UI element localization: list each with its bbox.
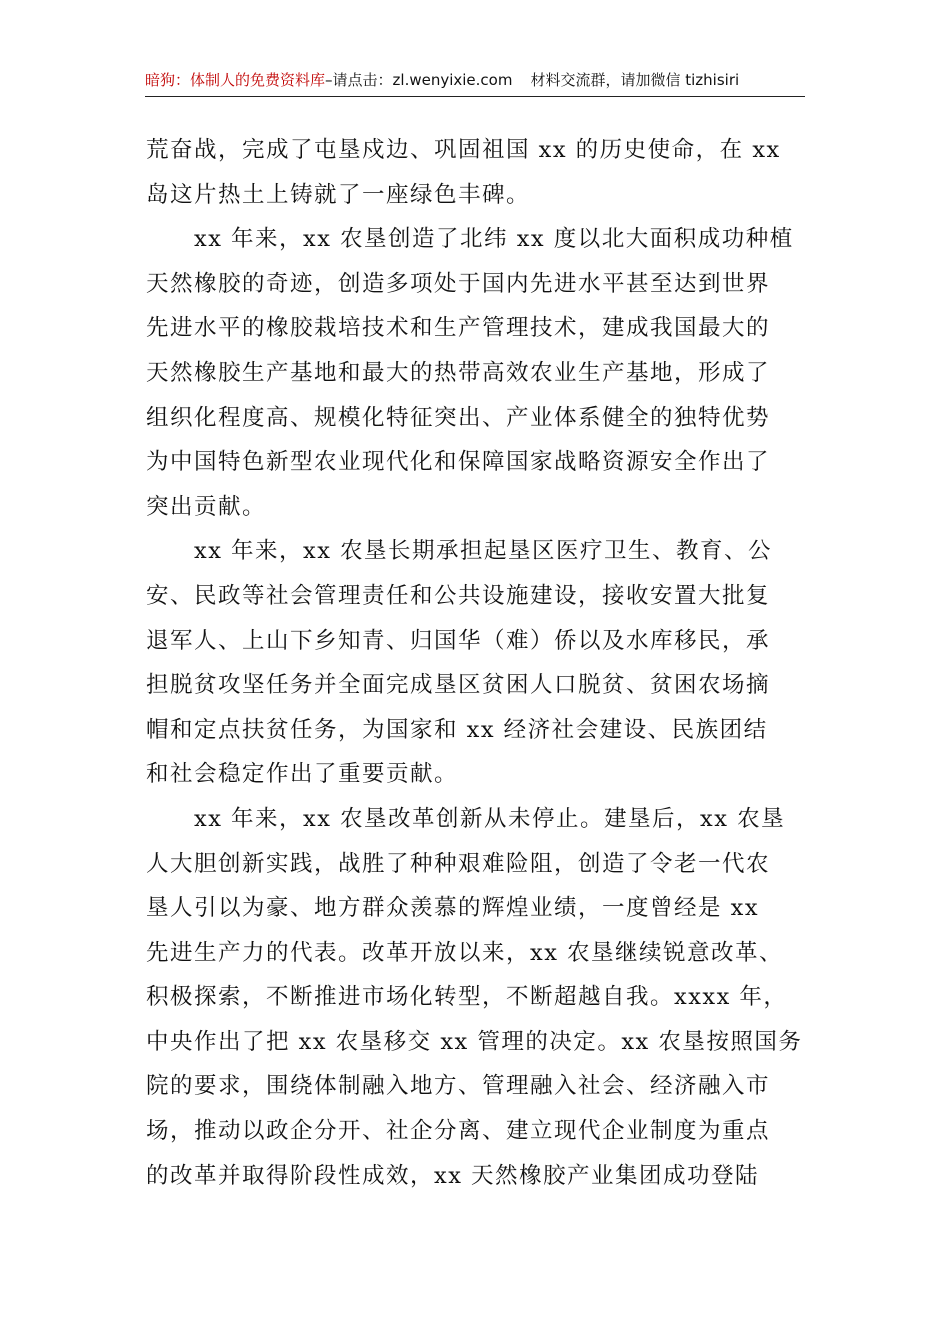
header-click-prefix: –请点击： [325, 71, 393, 89]
text-line: 帽和定点扶贫任务，为国家和 xx 经济社会建设、民族团结 [146, 716, 768, 743]
text-line: 天然橡胶生产基地和最大的热带高效农业生产基地，形成了 [146, 359, 771, 386]
header-group-text: 材料交流群，请加微信 tizhisiri [530, 71, 740, 89]
text-line: 安、民政等社会管理责任和公共设施建设，接收安置大批复 [146, 582, 771, 609]
text-line: 荒奋战，完成了屯垦戍边、巩固祖国 xx 的历史使命，在 xx [146, 137, 781, 163]
text-line: 为中国特色新型农业现代化和保障国家战略资源安全作出了 [146, 449, 771, 476]
text-line: 中央作出了把 xx 农垦移交 xx 管理的决定。xx 农垦按照国务 [146, 1028, 803, 1055]
text-line: xx 年来，xx 农垦长期承担起垦区医疗卫生、教育、公 [194, 538, 773, 565]
text-line: 场，推动以政企分开、社企分离、建立现代企业制度为重点 [146, 1118, 771, 1145]
paragraph-2 [146, 217, 806, 529]
paragraph-1 [146, 128, 806, 217]
text-line: 积极探索，不断推进市场化转型，不断超越自我。xxxx 年， [146, 984, 788, 1011]
text-line: 天然橡胶的奇迹，创造多项处于国内先进水平甚至达到世界 [146, 270, 771, 297]
document-body [146, 128, 806, 1198]
text-line: 岛这片热土上铸就了一座绿色丰碑。 [146, 181, 531, 208]
text-line: 和社会稳定作出了重要贡献。 [146, 761, 459, 788]
header-brand: 暗狗：体制人的免费资料库 [145, 71, 326, 89]
header-url-link[interactable]: zl.wenyixie.com [392, 71, 513, 89]
text-line: 院的要求，围绕体制融入地方、管理融入社会、经济融入市 [146, 1073, 771, 1100]
text-line: 人大胆创新实践，战胜了种种艰难险阻，创造了令老一代农 [146, 850, 771, 877]
text-line: 突出贡献。 [146, 493, 267, 520]
text-line: 担脱贫攻坚任务并全面完成垦区贫困人口脱贫、贫困农场摘 [146, 672, 771, 699]
text-line: 先进生产力的代表。改革开放以来，xx 农垦继续锐意改革、 [146, 939, 784, 966]
text-line: xx 年来，xx 农垦改革创新从未停止。建垦后，xx 农垦 [194, 805, 786, 832]
text-line: 组织化程度高、规模化特征突出、产业体系健全的独特优势 [146, 404, 771, 431]
text-line: 先进水平的橡胶栽培技术和生产管理技术，建成我国最大的 [146, 315, 771, 342]
text-line: 退军人、上山下乡知青、归国华（难）侨以及水库移民，承 [146, 627, 771, 654]
paragraph-3 [146, 529, 806, 797]
page-header [145, 70, 805, 97]
text-line: xx 年来，xx 农垦创造了北纬 xx 度以北大面积成功种植 [194, 226, 794, 253]
paragraph-4 [146, 797, 806, 1198]
text-line: 垦人引以为豪、地方群众羡慕的辉煌业绩，一度曾经是 xx [146, 895, 760, 922]
text-line: 的改革并取得阶段性成效，xx 天然橡胶产业集团成功登陆 [146, 1162, 760, 1189]
